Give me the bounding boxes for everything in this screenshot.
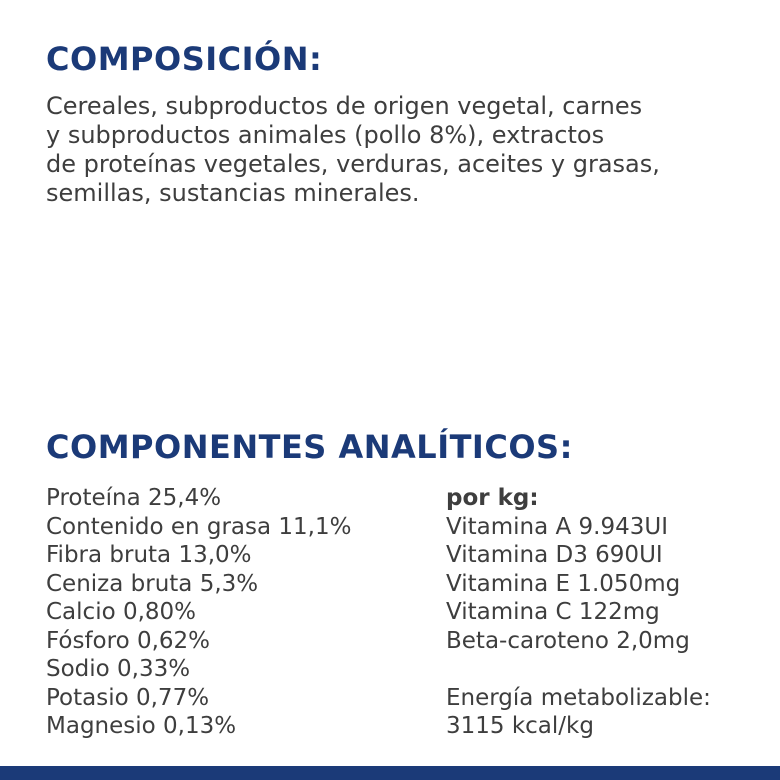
energy-label: Energía metabolizable: xyxy=(446,684,711,711)
composition-line: de proteínas vegetales, verduras, aceites y grasas, xyxy=(46,150,660,178)
analytical-item: Ceniza bruta 5,3% xyxy=(46,570,259,597)
analytical-item: Potasio 0,77% xyxy=(46,684,210,711)
analytical-item: Magnesio 0,13% xyxy=(46,713,237,739)
composition-line: semillas, sustancias minerales. xyxy=(46,179,420,207)
energy-value: 3115 kcal/kg xyxy=(446,713,594,739)
composition-paragraph xyxy=(46,92,756,208)
vitamin-item: Vitamina E 1.050mg xyxy=(446,570,681,597)
composition-heading: COMPOSICIÓN: xyxy=(46,40,323,78)
analytical-components-list xyxy=(46,484,351,741)
analytical-item: Calcio 0,80% xyxy=(46,599,197,625)
vitamins-list xyxy=(446,484,711,741)
analytical-heading: COMPONENTES ANALÍTICOS: xyxy=(46,428,573,466)
analytical-item: Contenido en grasa 11,1% xyxy=(46,513,352,540)
list-spacer xyxy=(446,655,711,684)
composition-line: y subproductos animales (pollo 8%), extractos xyxy=(46,121,605,149)
vitamin-item: Beta-caroteno 2,0mg xyxy=(446,627,690,654)
analytical-item: Fósforo 0,62% xyxy=(46,627,211,654)
analytical-item: Fibra bruta 13,0% xyxy=(46,542,252,568)
composition-line: Cereales, subproductos de origen vegetal, carnes xyxy=(46,92,643,120)
vitamin-item: Vitamina D3 690UI xyxy=(446,542,663,568)
bottom-brand-bar xyxy=(0,766,780,780)
analytical-item: Sodio 0,33% xyxy=(46,656,191,682)
vitamin-item: Vitamina C 122mg xyxy=(446,599,660,625)
analytical-item: Proteína 25,4% xyxy=(46,485,222,511)
per-kg-label: por kg: xyxy=(446,485,539,511)
vitamin-item: Vitamina A 9.943UI xyxy=(446,513,669,540)
